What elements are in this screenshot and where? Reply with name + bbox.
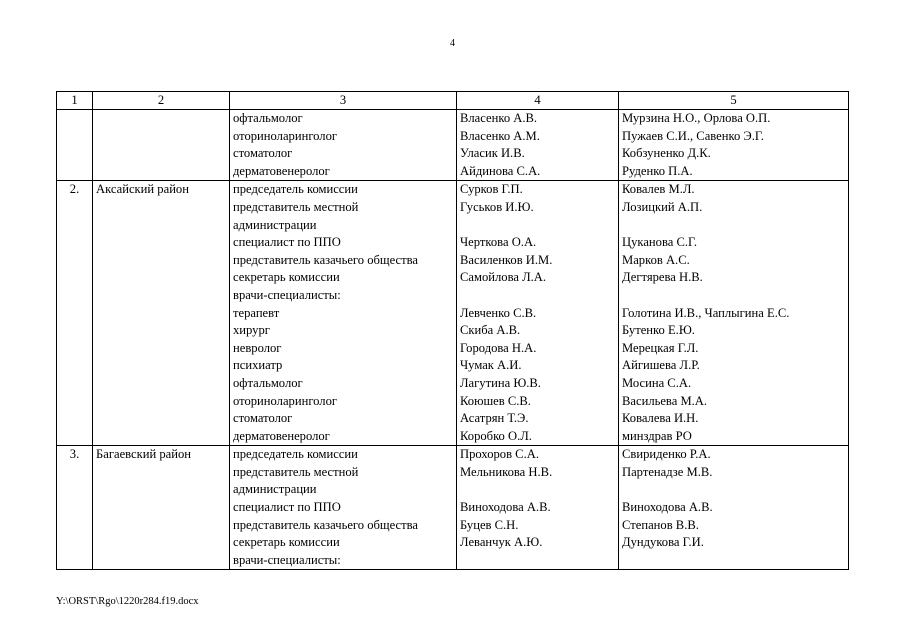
table-row	[57, 110, 849, 181]
district-name: Багаевский район	[93, 446, 230, 570]
members-line: Самойлова Л.А.	[460, 270, 547, 285]
roles-line: оториноларинголог	[233, 128, 338, 143]
reserves-line: Голотина И.В., Чаплыгина Е.С.	[622, 305, 790, 320]
roles-line: офтальмолог	[233, 375, 303, 390]
members-line	[460, 481, 615, 499]
reserves-line: Мерецкая Г.Л.	[622, 340, 699, 355]
members-line: Чумак А.И.	[460, 358, 522, 373]
roles-line: представитель казачьего общества	[233, 252, 418, 267]
table-row	[57, 446, 849, 570]
roles-line: офтальмолог	[233, 111, 303, 125]
row-number: 3.	[57, 446, 93, 570]
header-col-5: 5	[619, 92, 849, 110]
members-line: Буцев С.Н.	[460, 517, 519, 532]
table-body	[57, 110, 849, 570]
table-row	[57, 181, 849, 446]
roles-line: администрации	[233, 482, 317, 497]
members-line: Черткова О.А.	[460, 235, 537, 250]
members-line: Мельникова Н.В.	[460, 464, 553, 479]
members-line: Айдинова С.А.	[460, 163, 541, 178]
reserves-line: Ковалева И.Н.	[622, 411, 699, 426]
reserves-line: Лозицкий А.П.	[622, 199, 703, 214]
reserves-line	[622, 287, 845, 305]
members-line: Городова Н.А.	[460, 340, 537, 355]
reserves-line: Васильева М.А.	[622, 393, 708, 408]
reserves-line: Степанов В.В.	[622, 517, 699, 532]
reserves-line: Мосина С.А.	[622, 375, 692, 390]
reserves-line: Цуканова С.Г.	[622, 235, 698, 250]
members-line: Сурков Г.П.	[460, 182, 523, 197]
roles-line: психиатр	[233, 358, 283, 373]
roles-line: терапевт	[233, 305, 280, 320]
district-name	[93, 110, 230, 181]
members-line: Скиба А.В.	[460, 323, 521, 338]
roles-cell	[230, 110, 457, 181]
reserves-cell	[619, 446, 849, 570]
row-number: 2.	[57, 181, 93, 446]
members-line: Уласик И.В.	[460, 146, 525, 161]
reserves-line: Партенадзе М.В.	[622, 464, 713, 479]
reserves-line: минздрав РО	[622, 428, 692, 443]
reserves-line: Дундукова Г.И.	[622, 535, 704, 550]
roles-line: стоматолог	[233, 411, 293, 426]
roles-line: секретарь комиссии	[233, 270, 340, 285]
roles-line: дерматовенеролог	[233, 163, 330, 178]
members-line: Леванчук А.Ю.	[460, 535, 543, 550]
members-line	[460, 552, 615, 570]
roles-line: специалист по ППО	[233, 235, 341, 250]
roles-line: председатель комиссии	[233, 447, 358, 462]
roles-line: администрации	[233, 217, 317, 232]
roles-line: врачи-специалисты:	[233, 287, 341, 302]
header-col-4: 4	[457, 92, 619, 110]
reserves-cell	[619, 110, 849, 181]
reserves-line: Айгишева Л.Р.	[622, 358, 700, 373]
roles-line: невролог	[233, 340, 282, 355]
roles-line: представитель местной	[233, 199, 359, 214]
roles-line: представитель местной	[233, 464, 359, 479]
header-col-3: 3	[230, 92, 457, 110]
reserves-line	[622, 217, 845, 235]
district-name: Аксайский район	[93, 181, 230, 446]
members-line: Власенко А.В.	[460, 111, 538, 125]
members-line: Левченко С.В.	[460, 305, 537, 320]
reserves-line	[622, 552, 845, 570]
members-cell	[457, 446, 619, 570]
roles-line: стоматолог	[233, 146, 293, 161]
reserves-line	[622, 481, 845, 499]
members-line: Лагутина Ю.В.	[460, 375, 541, 390]
reserves-line: Марков А.С.	[622, 252, 690, 267]
roles-line: специалист по ППО	[233, 500, 341, 515]
members-line: Прохоров С.А.	[460, 447, 539, 462]
members-line: Василенков И.М.	[460, 252, 553, 267]
file-path-footer: Y:\ORST\Rgo\1220r284.f19.docx	[56, 596, 199, 607]
header-row	[57, 92, 849, 110]
roles-line: дерматовенеролог	[233, 428, 330, 443]
members-line: Коюшев С.В.	[460, 393, 531, 408]
members-line: Асатрян Т.Э.	[460, 411, 529, 426]
roles-line: оториноларинголог	[233, 393, 338, 408]
roles-line: секретарь комиссии	[233, 535, 340, 550]
reserves-line: Бутенко Е.Ю.	[622, 323, 695, 338]
reserves-cell	[619, 181, 849, 446]
page-number: 4	[450, 38, 455, 49]
reserves-line: Кобзуненко Д.К.	[622, 146, 711, 161]
reserves-line: Ковалев М.Л.	[622, 182, 695, 197]
members-cell	[457, 181, 619, 446]
members-line: Коробко О.Л.	[460, 428, 532, 443]
members-line: Власенко А.М.	[460, 128, 540, 143]
row-number	[57, 110, 93, 181]
reserves-line: Пужаев С.И., Савенко Э.Г.	[622, 128, 764, 143]
members-line	[460, 217, 615, 235]
reserves-line: Виноходова А.В.	[622, 500, 713, 515]
members-cell	[457, 110, 619, 181]
header-col-1: 1	[57, 92, 93, 110]
header-col-2: 2	[93, 92, 230, 110]
reserves-line: Руденко П.А.	[622, 163, 693, 178]
roles-cell	[230, 446, 457, 570]
members-line: Виноходова А.В.	[460, 500, 551, 515]
roles-line: врачи-специалисты:	[233, 552, 341, 567]
reserves-line: Мурзина Н.О., Орлова О.П.	[622, 111, 771, 125]
roles-line: председатель комиссии	[233, 182, 358, 197]
members-line: Гуськов И.Ю.	[460, 199, 534, 214]
roles-cell	[230, 181, 457, 446]
roles-line: хирург	[233, 323, 270, 338]
commission-table	[56, 91, 849, 570]
members-line	[460, 287, 615, 305]
reserves-line: Свириденко Р.А.	[622, 447, 711, 462]
roles-line: представитель казачьего общества	[233, 517, 418, 532]
reserves-line: Дегтярева Н.В.	[622, 270, 703, 285]
